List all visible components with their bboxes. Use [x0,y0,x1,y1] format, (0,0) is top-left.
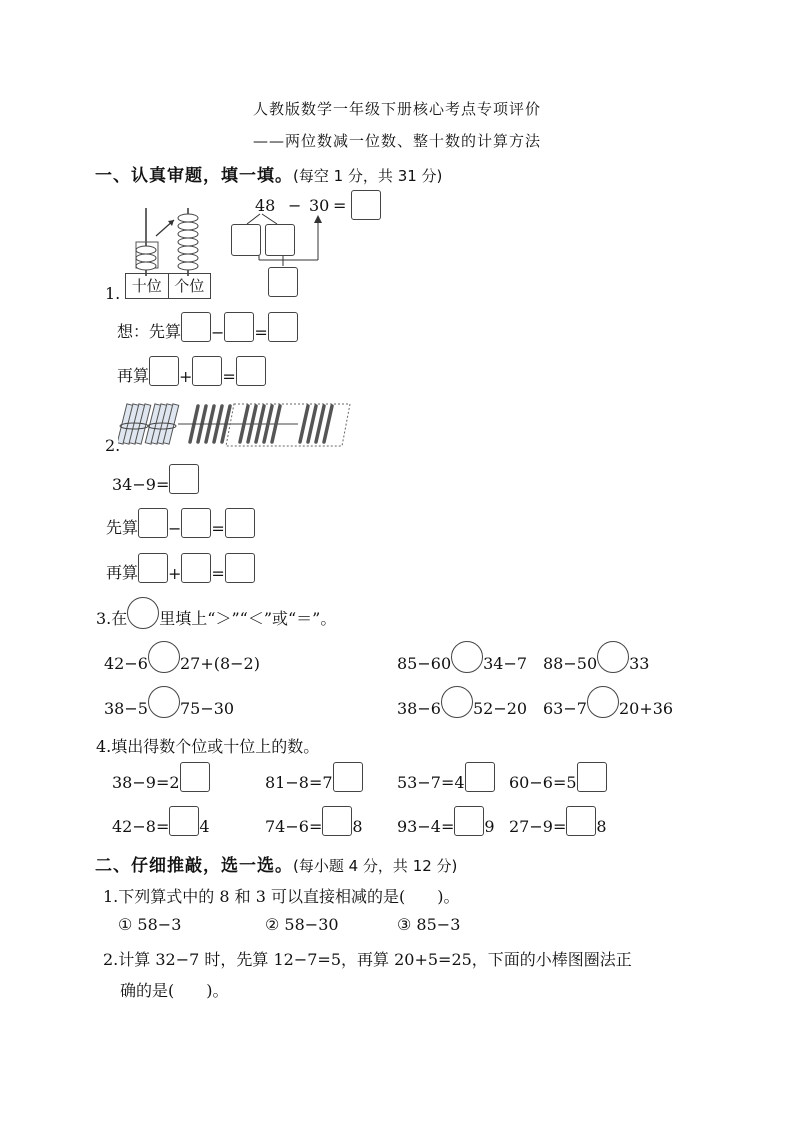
q3-item-3-right: 33 [629,654,650,673]
q4-r2-item-1-suffix: 4 [199,817,210,836]
q4-r2-item-2 [265,806,363,836]
s2-q2-text-line2: 确的是( )。 [120,981,229,1000]
q1-step2 [117,356,266,386]
q2-step1-box-result[interactable] [225,508,255,538]
q4-r1-item-2-box[interactable] [333,762,363,792]
q3-prompt-start: 3.在 [96,609,128,628]
section2-heading [95,851,457,876]
q1-step1-box-result[interactable] [268,312,298,342]
q3-prompt-end: 里填上“＞”“＜”或“＝”。 [159,609,337,628]
s2-q2-text-line1: 2.计算 32−7 时，先算 12−7=5，再算 20+5=25，下面的小棒图圈法正 [103,950,632,969]
q2-step2-box-result[interactable] [225,553,255,583]
q4-r2-item-3-expr: 93−4= [397,817,455,836]
q4-r2-item-3 [397,806,495,836]
q4-r2-item-2-expr: 74−6= [265,817,323,836]
q2-step1 [106,508,255,538]
doc-subtitle: ——两位数减一位数、整十数的计算方法 [252,132,541,150]
q2-step2-box-a[interactable] [138,553,168,583]
q4-r2-item-4-suffix: 8 [596,817,607,836]
q3-item-6-circle[interactable] [587,686,619,718]
q4-r2-item-1-box[interactable] [169,806,199,836]
q4-r2-item-4 [509,806,607,836]
q3-item-1-left: 42−6 [104,654,148,673]
q2-step2-box-b[interactable] [181,553,211,583]
q4-r2-item-1-expr: 42−8= [112,817,170,836]
q1-split-box-ones[interactable] [265,224,295,256]
q3-item-1 [104,641,260,673]
q1-split-box-tens[interactable] [231,224,261,256]
q1-step2-box-a[interactable] [149,356,179,386]
q4-r1-item-3-box[interactable] [465,762,495,792]
q1-step2-op: + [179,367,193,386]
q1-minuend: 48 [255,196,276,215]
q4-r1-item-4 [509,762,607,792]
q3-item-3-left: 88−50 [543,654,598,673]
ones-place-label: 个位 [174,277,205,295]
q4-r2-item-2-suffix: 8 [352,817,363,836]
q1-step1-op: − [211,323,225,342]
q3-item-6 [543,686,673,718]
q2-step1-box-a[interactable] [138,508,168,538]
q4-r2-item-4-expr: 27−9= [509,817,567,836]
q1-step2-prefix: 再算 [117,366,150,385]
q2-step1-box-b[interactable] [181,508,211,538]
q2-step2 [106,553,255,583]
section1-heading [95,161,442,186]
doc-title: 人教版数学一年级下册核心考点专项评价 [252,100,541,118]
q4-r2-item-1 [112,806,210,836]
section1-heading-text: 一、认真审题，填一填。 [95,166,293,186]
q1-answer-box[interactable] [351,190,381,220]
q1-step2-box-result[interactable] [236,356,266,386]
q2-step1-op: − [168,519,182,538]
section2-heading-text: 二、仔细推敲，选一选。 [95,856,293,876]
q4-r1-item-3-expr: 53−7=4 [397,773,465,792]
q4-r1-item-4-expr: 60−6=5 [509,773,577,792]
stick-bundle-1 [118,404,151,444]
q3-item-2-circle[interactable] [451,641,483,673]
q2-step1-eq: = [211,519,225,538]
q2-step1-prefix: 先算 [106,518,139,537]
q3-prompt [96,597,336,629]
q2-step2-eq: = [211,564,225,583]
q3-item-3 [543,641,649,673]
q4-r2-item-3-suffix: 9 [484,817,495,836]
q4-r2-item-2-box[interactable] [322,806,352,836]
q4-r1-item-2-expr: 81−8=7 [265,773,333,792]
q3-item-4 [104,686,234,718]
s2-q1-option-2[interactable]: ② 58−30 [265,915,339,934]
q2-step2-prefix: 再算 [106,563,139,582]
q3-item-6-right: 20+36 [618,699,674,718]
q4-r2-item-3-box[interactable] [454,806,484,836]
s2-q1-text: 1.下列算式中的 8 和 3 可以直接相减的是( )。 [103,887,460,906]
counting-sticks-illustration [118,400,358,450]
q3-item-5-left: 38−6 [397,699,441,718]
q3-item-2 [397,641,527,673]
q2-answer-box[interactable] [169,464,199,494]
q1-number: 1. [105,284,121,303]
q1-step1-prefix: 想：先算 [117,322,182,341]
q4-r1-item-1-box[interactable] [180,762,210,792]
q3-item-1-right: 27+(8−2) [179,654,260,673]
stick-bundle-2 [145,404,178,444]
q4-r1-item-2 [265,762,363,792]
q2-expression [112,464,199,494]
q1-step2-box-b[interactable] [192,356,222,386]
q3-item-5 [397,686,527,718]
q2-expression-text: 34−9= [112,475,170,494]
q4-r2-item-4-box[interactable] [566,806,596,836]
q3-item-1-circle[interactable] [148,641,180,673]
abacus-place-labels [125,273,211,299]
q2-number: 2. [105,436,121,455]
q4-r1-item-1-expr: 38−9=2 [112,773,180,792]
section1-score-note: (每空 1 分，共 31 分) [293,167,443,185]
q3-item-5-right: 52−20 [472,699,528,718]
q4-r1-item-4-box[interactable] [577,762,607,792]
q1-step2-eq: = [222,367,236,386]
q1-minus-sign: − [288,196,302,215]
q3-sample-circle [127,597,159,629]
q3-item-3-circle[interactable] [597,641,629,673]
loose-sticks [300,406,332,442]
q1-subtrahend: 30 [309,196,330,215]
q3-item-4-circle[interactable] [148,686,180,718]
q3-item-2-left: 85−60 [397,654,452,673]
q3-item-6-left: 63−7 [543,699,587,718]
q4-r1-item-3 [397,762,495,792]
q1-step1-box-a[interactable] [181,312,211,342]
q4-prompt: 4.填出得数个位或十位上的数。 [96,737,320,756]
q4-r1-item-1 [112,762,210,792]
q1-equals-sign: = [333,196,347,215]
q3-item-2-right: 34−7 [483,654,528,673]
tens-place-label: 十位 [126,274,169,298]
q3-item-5-circle[interactable] [441,686,473,718]
q1-step1-box-b[interactable] [224,312,254,342]
q2-step2-op: + [168,564,182,583]
q1-step1-eq: = [254,323,268,342]
q1-intermediate-box[interactable] [268,267,298,297]
q1-step1 [117,312,298,342]
q3-item-4-left: 38−5 [104,699,148,718]
q3-item-4-right: 75−30 [179,699,235,718]
section2-score-note: (每小题 4 分，共 12 分) [293,857,458,875]
s2-q1-option-1[interactable]: ① 58−3 [118,915,182,934]
s2-q1-option-3[interactable]: ③ 85−3 [397,915,461,934]
